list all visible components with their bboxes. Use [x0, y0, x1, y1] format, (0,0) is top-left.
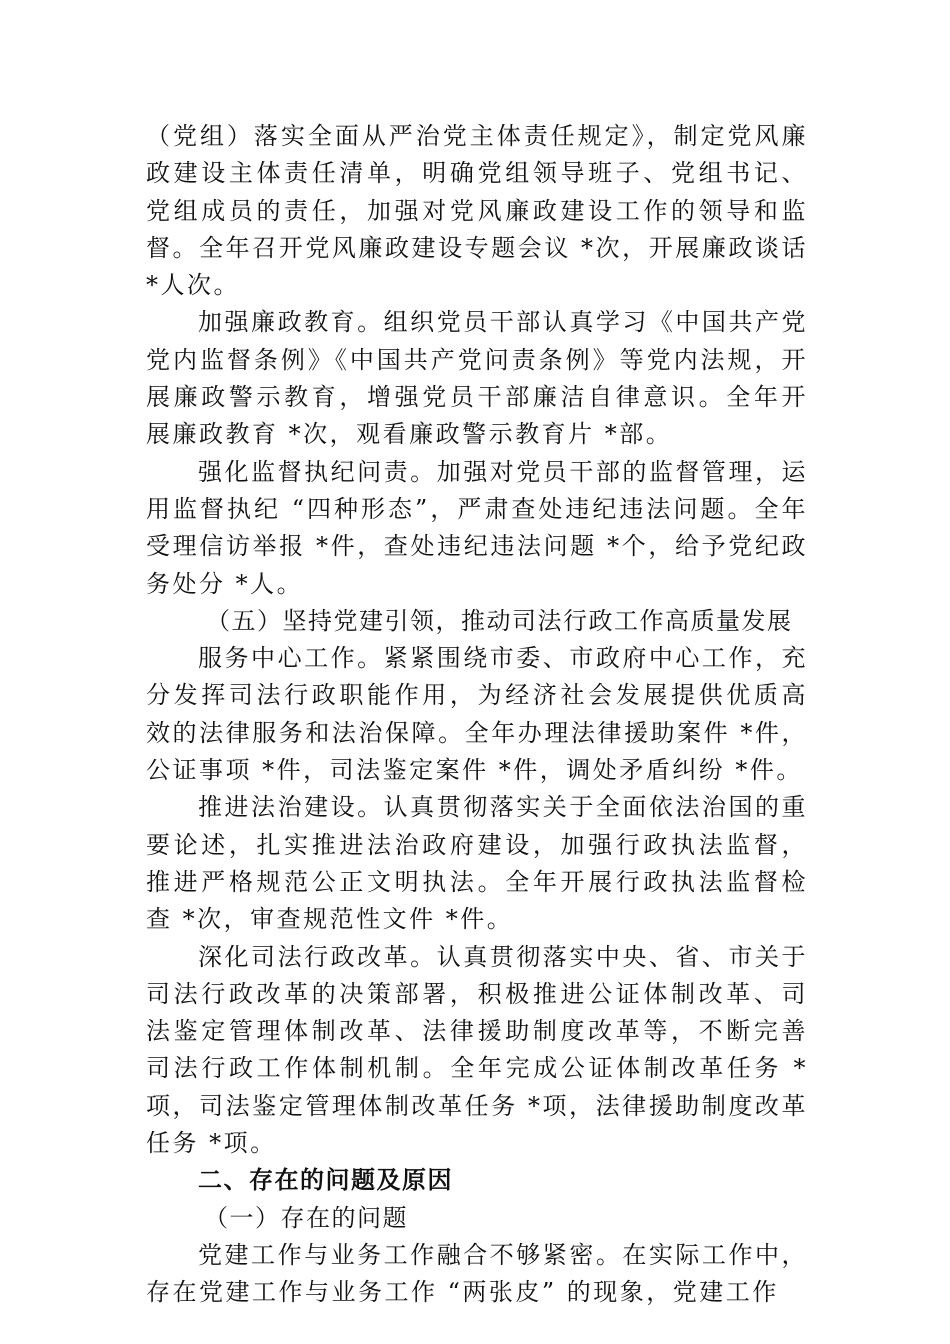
paragraph-supervision-discipline: 强化监督执纪问责。加强对党员干部的监督管理，运用监督执纪 “四种形态”，严肃查处违纪违法问题。全年受理信访举报 *件，查处违纪违法问题 *个，给予党纪政务处分 *人。 [146, 457, 808, 598]
paragraph-integration-problem: 党建工作与业务工作融合不够紧密。在实际工作中，存在党建工作与业务工作 “两张皮” 的现象，党建工作 [146, 1240, 808, 1307]
subsection-heading-existing-problems: （一）存在的问题 [204, 1203, 408, 1232]
paragraph-continuation: （党组）落实全面从严治党主体责任规定》，制定党风廉政建设主体责任清单，明确党组领导班子、党组书记、党组成员的责任，加强对党风廉政建设工作的领导和监督。全年召开党风廉政建设专题会议 *次，开展廉政谈话 *人次。 [146, 122, 808, 300]
paragraph-serve-central-work: 服务中心工作。紧紧围绕市委、市政府中心工作，充分发挥司法行政职能作用，为经济社会发展提供优质高效的法律服务和法治保障。全年办理法律援助案件 *件，公证事项 *件，司法鉴定案件 *件，调处矛盾纠纷 *件。 [146, 644, 808, 785]
paragraph-rule-of-law: 推进法治建设。认真贯彻落实关于全面依法治国的重要论述，扎实推进法治政府建设，加强行政执法监督，推进严格规范公正文明执法。全年开展行政执法监督检查 *次，审查规范性文件 *件。 [146, 793, 808, 934]
section-heading-problems: 二、存在的问题及原因 [198, 1166, 453, 1195]
section-heading-five: （五）坚持党建引领，推动司法行政工作高质量发展 [206, 606, 793, 635]
document-body [146, 118, 808, 1312]
paragraph-anti-corruption-education: 加强廉政教育。组织党员干部认真学习《中国共产党党内监督条例》《中国共产党问责条例》等党内法规，开展廉政警示教育，增强党员干部廉洁自律意识。全年开展廉政教育 *次，观看廉政警示教育片 *部。 [146, 308, 808, 449]
paragraph-judicial-reform: 深化司法行政改革。认真贯彻落实中央、省、市关于司法行政改革的决策部署，积极推进公证体制改革、司法鉴定管理体制改革、法律援助制度改革等，不断完善司法行政工作体制机制。全年完成公证体制改革任务 *项，司法鉴定管理体制改革任务 *项，法律援助制度改革任务 *项。 [146, 942, 808, 1158]
